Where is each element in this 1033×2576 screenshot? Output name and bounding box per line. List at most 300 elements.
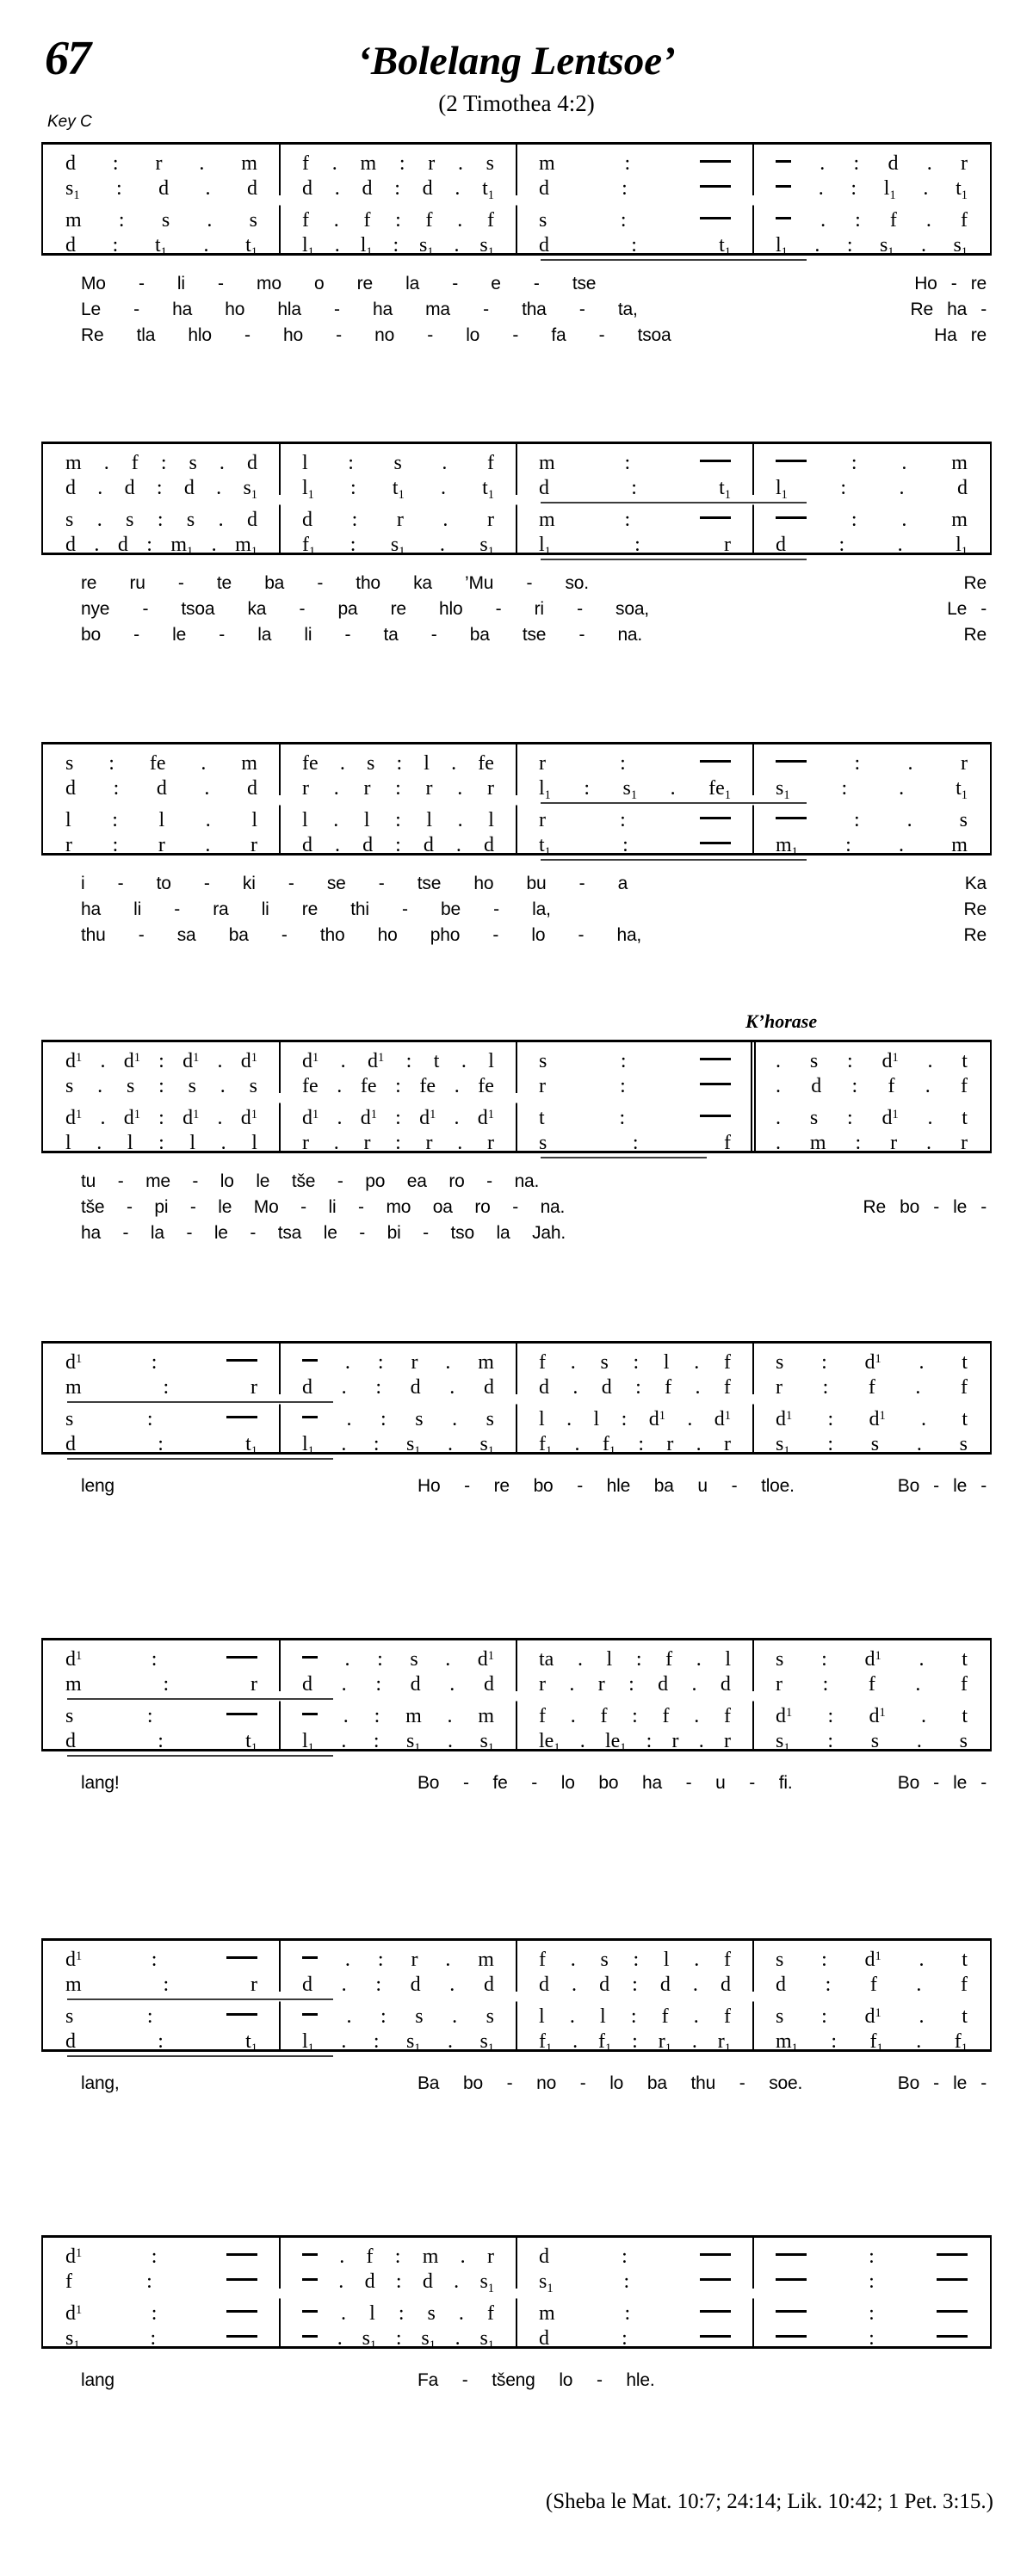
note-token: . bbox=[695, 1376, 701, 1399]
note-token bbox=[700, 760, 731, 763]
note-token: r bbox=[723, 534, 731, 556]
note-token: s bbox=[126, 1075, 135, 1097]
note-token bbox=[700, 2335, 731, 2338]
note-token: f bbox=[366, 2246, 374, 2268]
note-token: $d^1$ bbox=[864, 1351, 881, 1374]
note-token: : bbox=[151, 2246, 158, 2268]
note-token: : bbox=[398, 2302, 405, 2325]
note-token: d bbox=[539, 1974, 549, 1996]
measure bbox=[516, 751, 753, 776]
note-token: $m_1$ bbox=[776, 2030, 798, 2056]
lyric-segment: Re bo - le - bbox=[863, 1197, 987, 1217]
voice-row bbox=[43, 751, 990, 776]
voice-row bbox=[43, 1074, 990, 1099]
note-token bbox=[226, 2253, 257, 2256]
note-token: . bbox=[449, 1974, 455, 1996]
note-token: : bbox=[396, 752, 403, 775]
measure bbox=[280, 1074, 516, 1099]
lyric-line bbox=[41, 923, 992, 948]
note-token: t bbox=[962, 1705, 968, 1727]
note-token: . bbox=[203, 234, 209, 256]
measure bbox=[753, 1375, 990, 1400]
lyric-segment: lang bbox=[81, 2370, 114, 2390]
note-token: d bbox=[539, 177, 549, 200]
lyrics-block bbox=[41, 1770, 992, 1796]
note-token: f bbox=[539, 1351, 546, 1374]
note-token: . bbox=[670, 777, 676, 800]
measure bbox=[753, 2301, 990, 2326]
note-token: . bbox=[339, 2246, 345, 2268]
note-token: f bbox=[302, 209, 309, 232]
measure bbox=[753, 233, 990, 258]
note-token: . bbox=[333, 777, 339, 800]
measure bbox=[516, 2029, 753, 2054]
note-token bbox=[226, 1656, 257, 1659]
note-token: r bbox=[486, 509, 494, 531]
voice-row bbox=[43, 1407, 990, 1432]
note-token bbox=[937, 2253, 968, 2256]
note-token: l bbox=[488, 809, 494, 831]
note-token: f bbox=[487, 452, 494, 474]
lyric-segment: Bo - fe - lo bo ha - u - fi. bbox=[418, 1773, 793, 1793]
note-token: : bbox=[869, 2302, 875, 2325]
note-token: m bbox=[65, 1974, 82, 1996]
measure bbox=[280, 1647, 516, 1672]
note-token: . bbox=[341, 1673, 347, 1696]
voice-row bbox=[43, 808, 990, 833]
note-token: r bbox=[302, 777, 309, 800]
note-token: . bbox=[925, 209, 931, 232]
measure bbox=[43, 751, 280, 776]
note-token: $s_1$ bbox=[405, 2030, 421, 2056]
note-token: $d^1$ bbox=[368, 1050, 385, 1072]
note-token: d bbox=[362, 834, 374, 856]
lyric-line bbox=[41, 622, 992, 648]
voice-row bbox=[43, 1647, 990, 1672]
note-token: . bbox=[216, 477, 222, 499]
note-token: : bbox=[821, 1648, 827, 1671]
note-token: . bbox=[199, 152, 205, 175]
note-token: $t_1$ bbox=[719, 477, 731, 503]
voice-row bbox=[43, 533, 990, 558]
lyric-segment: Fa - tšeng lo - hle. bbox=[418, 2370, 655, 2390]
note-token: : bbox=[622, 2327, 628, 2350]
note-token: f bbox=[363, 209, 371, 232]
note-token: : bbox=[635, 1648, 642, 1671]
note-token: t bbox=[962, 1408, 968, 1430]
note-token bbox=[700, 1058, 731, 1060]
note-token: . bbox=[457, 809, 463, 831]
measure bbox=[43, 233, 280, 258]
measure bbox=[280, 2326, 516, 2351]
note-token: . bbox=[919, 1648, 925, 1671]
note-token: : bbox=[845, 834, 851, 856]
note-token: t bbox=[962, 1050, 968, 1072]
measure bbox=[753, 1973, 990, 1998]
note-token: . bbox=[442, 509, 448, 531]
note-token: l bbox=[539, 1408, 545, 1430]
note-token: . bbox=[915, 1376, 921, 1399]
note-token: f bbox=[868, 1376, 875, 1399]
note-token: m bbox=[478, 1949, 494, 1971]
measure bbox=[516, 2270, 753, 2295]
note-token bbox=[226, 1713, 257, 1715]
note-token: . bbox=[916, 2030, 922, 2053]
measure bbox=[280, 2029, 516, 2054]
note-token: . bbox=[217, 1050, 223, 1072]
note-token: $d^1$ bbox=[65, 1107, 83, 1129]
note-token: $l_1$ bbox=[539, 777, 551, 803]
note-token: . bbox=[570, 1949, 576, 1971]
note-token: . bbox=[569, 1673, 575, 1696]
measure bbox=[753, 2245, 990, 2270]
note-token: . bbox=[901, 509, 907, 531]
lyric-segment: Mo - li - mo o re la - e - tse bbox=[81, 274, 597, 293]
lyric-segment: tu - me - lo le tše - po ea ro - na. bbox=[81, 1171, 540, 1191]
note-token: . bbox=[570, 1351, 576, 1374]
note-token: . bbox=[696, 1433, 702, 1455]
note-token: t bbox=[539, 1107, 545, 1129]
note-token: $s_1$ bbox=[419, 234, 434, 260]
note-token: : bbox=[841, 777, 848, 800]
music-system-5 bbox=[41, 1341, 992, 1496]
note-token: r bbox=[776, 1376, 782, 1399]
note-token: s bbox=[65, 752, 74, 775]
measure bbox=[753, 208, 990, 233]
note-token: $s_1$ bbox=[479, 2327, 494, 2353]
lyric-line bbox=[41, 2071, 992, 2097]
note-token: m bbox=[360, 152, 377, 175]
note-token: . bbox=[97, 477, 103, 499]
note-token: . bbox=[694, 1705, 700, 1727]
voice-row bbox=[43, 2245, 990, 2270]
note-token: s bbox=[65, 2005, 74, 2028]
note-token: . bbox=[338, 2270, 344, 2293]
measure bbox=[516, 1647, 753, 1672]
lyric-segment: Ho - re bbox=[914, 274, 987, 293]
voice-row bbox=[43, 476, 990, 501]
note-token bbox=[302, 2278, 318, 2281]
note-token: d bbox=[65, 777, 76, 800]
measure bbox=[43, 533, 280, 558]
note-token: $l_1$ bbox=[883, 177, 896, 203]
music-system-1 bbox=[41, 142, 992, 345]
note-token bbox=[776, 760, 807, 763]
note-token: s bbox=[65, 1408, 74, 1430]
note-token: r bbox=[539, 809, 546, 831]
note-token: r bbox=[363, 777, 371, 800]
note-token: . bbox=[100, 1050, 106, 1072]
note-token bbox=[937, 2335, 968, 2338]
note-token: $s_1$ bbox=[65, 177, 80, 203]
note-token bbox=[226, 2335, 257, 2338]
note-token: . bbox=[899, 777, 905, 800]
measure bbox=[280, 1432, 516, 1457]
note-token: . bbox=[698, 1730, 704, 1752]
measure bbox=[516, 476, 753, 501]
note-token: : bbox=[151, 2302, 158, 2325]
measure bbox=[753, 1074, 990, 1099]
note-token bbox=[776, 2335, 807, 2338]
note-token: l bbox=[302, 809, 308, 831]
note-token: : bbox=[831, 2030, 838, 2053]
note-token: . bbox=[691, 1673, 697, 1696]
lyric-segment: Bo - le - bbox=[897, 1773, 987, 1793]
note-token: . bbox=[574, 1433, 580, 1455]
note-token: : bbox=[821, 1949, 827, 1971]
note-token: fe bbox=[478, 752, 494, 775]
note-token: . bbox=[337, 1075, 343, 1097]
note-token: : bbox=[630, 2005, 637, 2028]
note-token: r bbox=[251, 1673, 257, 1696]
lyrics-block bbox=[41, 1169, 992, 1246]
note-token bbox=[302, 1713, 318, 1715]
note-token: m bbox=[422, 2246, 439, 2268]
note-token: f bbox=[960, 1974, 968, 1996]
note-token: : bbox=[620, 1050, 627, 1072]
note-token: . bbox=[94, 534, 100, 556]
note-token: . bbox=[451, 752, 457, 775]
note-token: $le_1$ bbox=[604, 1730, 627, 1756]
voice-row bbox=[43, 1106, 990, 1131]
note-token: fe bbox=[478, 1075, 494, 1097]
note-token: $f_1$ bbox=[598, 2030, 612, 2056]
measure bbox=[516, 508, 753, 533]
note-token: l bbox=[424, 752, 430, 775]
measure bbox=[280, 1729, 516, 1754]
measure bbox=[753, 451, 990, 476]
voice-row bbox=[43, 1672, 990, 1697]
note-token: d bbox=[158, 177, 170, 200]
note-token: : bbox=[375, 1974, 381, 1996]
note-token: m bbox=[478, 1705, 494, 1727]
note-token: : bbox=[822, 1673, 829, 1696]
note-token: : bbox=[108, 752, 114, 775]
lyric-segment: Re bbox=[963, 925, 987, 945]
note-token: $d^1$ bbox=[65, 1648, 83, 1671]
note-token: : bbox=[351, 509, 358, 531]
note-token: $d^1$ bbox=[864, 1949, 881, 1971]
note-token: r bbox=[486, 1132, 494, 1154]
note-token: : bbox=[851, 177, 857, 200]
measure bbox=[43, 451, 280, 476]
measure bbox=[516, 1350, 753, 1375]
note-token bbox=[302, 2335, 318, 2338]
note-token: d bbox=[422, 177, 433, 200]
note-token: . bbox=[341, 1376, 347, 1399]
measure bbox=[280, 1407, 516, 1432]
voice-row bbox=[43, 176, 990, 201]
note-token: $t_1$ bbox=[245, 1730, 257, 1756]
note-token: . bbox=[341, 2030, 347, 2053]
note-token: $t_1$ bbox=[154, 234, 167, 260]
note-token: d bbox=[423, 834, 434, 856]
note-token: . bbox=[447, 1730, 453, 1752]
note-token: . bbox=[458, 2302, 464, 2325]
note-token: . bbox=[820, 209, 826, 232]
note-token: : bbox=[151, 1648, 158, 1671]
note-token: : bbox=[146, 2270, 152, 2293]
measure bbox=[516, 808, 753, 833]
note-token: : bbox=[822, 1376, 829, 1399]
note-token: $s_1$ bbox=[65, 2327, 80, 2353]
note-token: : bbox=[622, 2246, 628, 2268]
note-token: $s_1$ bbox=[405, 1730, 421, 1756]
note-token: d bbox=[776, 534, 786, 556]
note-token: f bbox=[600, 1705, 608, 1727]
note-token: $f_1$ bbox=[954, 2030, 968, 2056]
note-token: : bbox=[635, 1376, 641, 1399]
slur-line bbox=[541, 1157, 707, 1158]
note-token: s bbox=[161, 209, 170, 232]
note-token: s bbox=[539, 209, 547, 232]
measure bbox=[516, 1704, 753, 1729]
note-token: : bbox=[158, 1132, 164, 1154]
note-token: s bbox=[870, 1433, 880, 1455]
lyric-segment: lang! bbox=[81, 1773, 120, 1793]
note-token: $s_1$ bbox=[479, 1433, 494, 1459]
note-token: $d^1$ bbox=[123, 1050, 140, 1072]
note-token: $m_1$ bbox=[170, 534, 194, 559]
note-token: f bbox=[723, 2005, 731, 2028]
note-token: $l_1$ bbox=[956, 534, 968, 559]
measure bbox=[753, 1407, 990, 1432]
note-token: s bbox=[600, 1949, 609, 1971]
note-token: m bbox=[951, 834, 968, 856]
note-token: : bbox=[158, 1050, 164, 1072]
note-token: . bbox=[341, 1730, 347, 1752]
lyric-segment: Re bbox=[963, 573, 987, 593]
note-token: $t_1$ bbox=[719, 234, 731, 260]
note-token: s bbox=[809, 1050, 819, 1072]
voice-row bbox=[43, 1375, 990, 1400]
note-token: r bbox=[425, 1132, 433, 1154]
note-token: s bbox=[776, 1351, 784, 1374]
note-token bbox=[302, 2310, 318, 2313]
note-token: m bbox=[65, 1673, 82, 1696]
measure bbox=[43, 476, 280, 501]
note-token: $s_1$ bbox=[479, 2030, 494, 2056]
voice-row bbox=[43, 2270, 990, 2295]
note-token: . bbox=[694, 1351, 700, 1374]
note-token: $l_1$ bbox=[776, 477, 788, 503]
note-token: s bbox=[65, 1075, 74, 1097]
measure bbox=[516, 1074, 753, 1099]
note-token: l bbox=[663, 1949, 670, 1971]
voice-row bbox=[43, 1432, 990, 1457]
note-token: $s_1$ bbox=[421, 2327, 436, 2353]
note-token bbox=[700, 1083, 731, 1085]
note-token: : bbox=[395, 834, 401, 856]
note-token: : bbox=[146, 534, 152, 556]
note-token: . bbox=[344, 1949, 350, 1971]
note-token: . bbox=[346, 2005, 352, 2028]
measure bbox=[43, 1948, 280, 1973]
note-token: r bbox=[65, 834, 72, 856]
measure bbox=[43, 151, 280, 176]
measure bbox=[43, 1704, 280, 1729]
measure bbox=[43, 1973, 280, 1998]
measure bbox=[753, 1704, 990, 1729]
chorus-label: K’horase bbox=[745, 1010, 818, 1032]
note-token: . bbox=[696, 1648, 702, 1671]
note-token bbox=[776, 2278, 807, 2281]
note-token bbox=[700, 460, 731, 462]
measure bbox=[280, 176, 516, 201]
measure bbox=[753, 1131, 990, 1156]
measure bbox=[43, 1350, 280, 1375]
measure bbox=[280, 451, 516, 476]
note-token: $t_1$ bbox=[956, 177, 968, 203]
note-token: s bbox=[486, 2005, 494, 2028]
note-token: : bbox=[622, 177, 628, 200]
note-token: . bbox=[687, 1408, 693, 1430]
note-token: : bbox=[146, 2005, 153, 2028]
note-token: f bbox=[665, 1648, 673, 1671]
note-token: . bbox=[220, 1132, 226, 1154]
note-token: l bbox=[725, 1648, 731, 1671]
note-token bbox=[226, 1359, 257, 1362]
note-token: s bbox=[776, 1648, 784, 1671]
note-token: . bbox=[907, 752, 913, 775]
note-token: $f_1$ bbox=[302, 534, 316, 559]
note-token: . bbox=[921, 1705, 927, 1727]
measure bbox=[280, 2301, 516, 2326]
note-token: : bbox=[825, 1974, 832, 1996]
measure bbox=[516, 1672, 753, 1697]
measure bbox=[516, 2005, 753, 2029]
note-token: d bbox=[156, 777, 167, 800]
note-token: . bbox=[920, 234, 926, 256]
note-token: : bbox=[838, 534, 845, 556]
note-token: l bbox=[606, 1648, 613, 1671]
note-token: s bbox=[776, 1949, 784, 1971]
note-token: : bbox=[638, 1433, 645, 1455]
note-token: . bbox=[335, 834, 341, 856]
note-token: d bbox=[539, 234, 549, 256]
slur-line bbox=[67, 2055, 333, 2057]
measure bbox=[753, 1432, 990, 1457]
note-token: . bbox=[454, 1075, 460, 1097]
note-token: : bbox=[118, 209, 125, 232]
note-token: $s_1$ bbox=[953, 234, 968, 260]
note-token: : bbox=[158, 1075, 164, 1097]
voice-row bbox=[43, 1131, 990, 1156]
note-token: d bbox=[601, 1376, 612, 1399]
lyric-segment: i - to - ki - se - tse ho bu - a bbox=[81, 874, 628, 893]
music-system-4 bbox=[41, 1010, 992, 1243]
note-token: $d^1$ bbox=[869, 1705, 886, 1727]
note-token: m bbox=[65, 209, 82, 232]
music-system-7 bbox=[41, 1938, 992, 2093]
measure bbox=[43, 1407, 280, 1432]
note-token: d bbox=[65, 1730, 76, 1752]
note-token: r bbox=[302, 1132, 309, 1154]
note-token: . bbox=[100, 1107, 106, 1129]
note-token: r bbox=[396, 509, 404, 531]
note-token: $d^1$ bbox=[419, 1107, 436, 1129]
lyric-segment: tše - pi - le Mo - li - mo oa ro - na. bbox=[81, 1197, 566, 1217]
note-token bbox=[700, 1115, 731, 1117]
measure bbox=[43, 508, 280, 533]
note-token: : bbox=[584, 777, 591, 800]
note-token: . bbox=[919, 1949, 925, 1971]
note-token: . bbox=[899, 477, 905, 499]
note-token: : bbox=[349, 534, 356, 556]
note-token: f bbox=[723, 1705, 731, 1727]
measure bbox=[43, 2326, 280, 2351]
measure bbox=[280, 2005, 516, 2029]
